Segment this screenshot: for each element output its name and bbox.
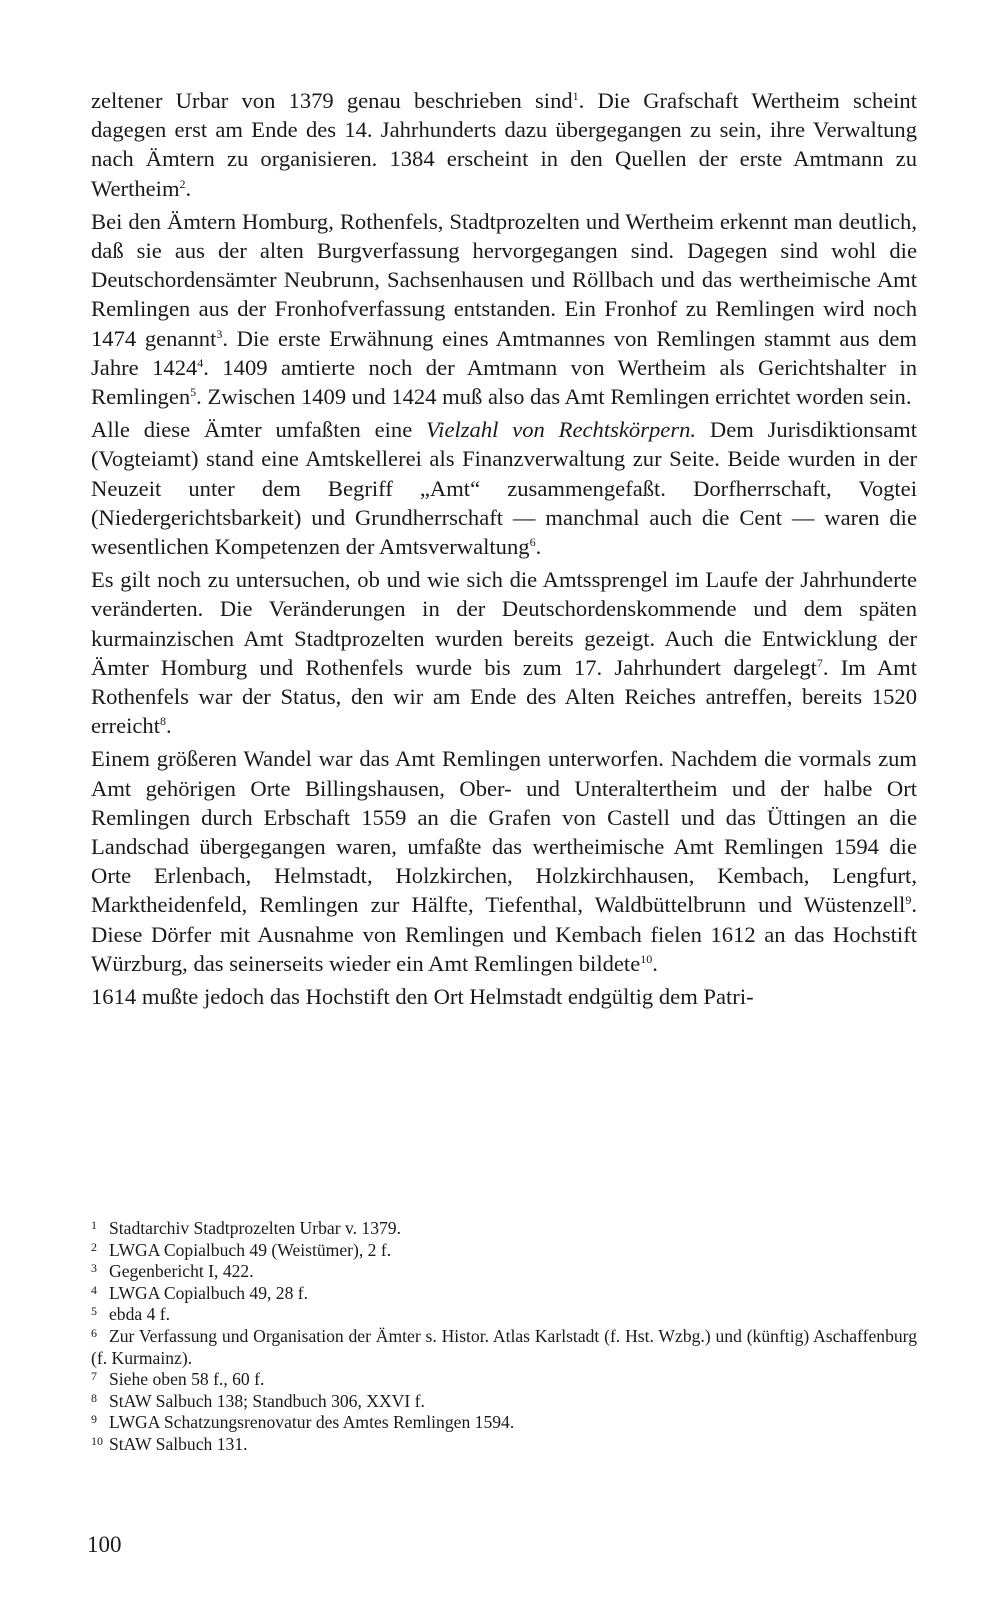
text-run: Es gilt noch zu untersuchen, ob und wie sich die Amtssprengel im Laufe der Jahrhunderte veränderten. Die Veränderungen in der Deutschordenskommende und dem späten kurmainzischen Amt Stadtprozelten wurden bereits gezeigt. Auch die Entwicklung der Ämter Homburg und Rothenfels wurde bis zum 17. Jahrhundert dargelegt [91,567,917,680]
text-run: . Diese Dörfer mit Ausnahme von Remlingen und Kembach fielen 1612 an das Hochstift Würzburg, das seinerseits wieder ein Amt Remlingen bildete [91,892,917,976]
paragraph [91,207,917,411]
text-run: . Im Amt Rothenfels war der Status, den wir am Ende des Alten Reiches antreffen, bereits 1520 erreicht [91,654,917,739]
footnote: 7 Siehe oben 58 f., 60 f. [91,1369,265,1390]
text-run: . Zwischen 1409 und 1424 muß also das Amt Remlingen errichtet worden sein. [196,384,912,410]
text-run: . 1409 amtierte noch der Amtmann von Wertheim als Gerichtshalter in Remlingen [91,354,917,410]
text-run: . [185,175,192,201]
footnote: 2 LWGA Copialbuch 49 (Weistümer), 2 f. [91,1239,392,1260]
footnote-text: LWGA Copialbuch 49 (Weistümer), 2 f. [109,1239,392,1260]
text-run: Alle diese Ämter umfaßten eine [91,417,427,443]
footnote: 8 StAW Salbuch 138; Standbuch 306, XXVI f. [91,1390,425,1411]
text-run: Einem größeren Wandel war das Amt Remlingen unterworfen. Nachdem die vormals zum Amt gehörigen Orte Billingshausen, Ober- und Unteraltertheim und der halbe Ort Remlingen durch Erbschaft 1559 an die Grafen von Castell und das Üttingen an die Landschad übergegangen waren, umfaßte das wertheimische Amt Remlingen 1594 die Orte Erlenbach, Helmstadt, Holzkirchen, Holzkirchhausen, Kembach, Lengfurt, Marktheidenfeld, Remlingen zur Hälfte, Tiefenthal, Waldbüttelbrunn und Wüstenzell [91,746,917,918]
footnote-text: ebda 4 f. [109,1304,171,1325]
footnote-ref: 4 [197,355,204,370]
page-number: 100 [87,1532,122,1557]
text-run: . [535,534,542,560]
footnote-text: Stadtarchiv Stadtprozelten Urbar v. 1379. [109,1218,402,1238]
text-run: Dem Jurisdiktionsamt (Vogteiamt) stand eine Amtskellerei als Finanzverwaltung zur Seite. Beide wurden in der Neuzeit unter dem Begriff „Amt“ zusammengefaßt. Dorfherrschaft, Vogtei (Niedergerichtsbarkeit) und Grundherrschaft — manchmal auch die Cent — waren die wesentlichen Kompetenzen der Amtsverwaltung [91,417,917,560]
text-run: zeltener Urbar von 1379 genau beschrieben sind [91,88,573,113]
footnote-ref: 8 [159,714,166,729]
paragraph [91,982,917,1011]
text-run: . Die Grafschaft Wertheim scheint dagegen erst am Ende des 14. Jahrhunderts dazu übergegangen zu sein, ihre Verwaltung nach Ämtern zu organisieren. 1384 erscheint in den Quellen der erste Amtmann zu Wertheim [91,88,917,201]
footnote-ref: 1 [572,89,579,103]
text-run: . [652,950,658,976]
footnote-text: StAW Salbuch 131. [109,1433,248,1454]
footnote-text: LWGA Copialbuch 49, 28 f. [109,1282,309,1303]
italic-text: Vielzahl von Rechtskörpern. [426,417,697,443]
footnote: 1 Stadtarchiv Stadtprozelten Urbar v. 1379. [91,1218,402,1238]
footnote: 3 Gegenbericht I, 422. [91,1261,254,1282]
footnote: 10 StAW Salbuch 131. [91,1433,248,1454]
text-run: Bei den Ämtern Homburg, Rothenfels, Stadtprozelten und Wertheim erkennt man deutlich, daß sie aus der alten Burgverfassung hervorgegangen sind. Dagegen sind wohl die Deutschordensämter Neubrunn, Sachsenhausen und Röllbach und das wertheimische Amt Remlingen aus der Fronhofverfassung entstanden. Ein Fronhof zu Remlingen wird noch 1474 genannt [91,208,917,351]
text-run: . [165,713,172,739]
footnote-text: StAW Salbuch 138; Standbuch 306, XXVI f. [109,1390,425,1411]
text-run: 1614 mußte jedoch das Hochstift den Ort Helmstadt endgültig dem Patri- [91,984,754,1010]
footnote-ref: 3 [216,326,223,341]
footnote-text: LWGA Schatzungsrenovatur des Amtes Remlingen 1594. [109,1412,515,1433]
footnote: 6 Zur Verfassung und Organisation der Ämter s. Histor. Atlas Karlstadt (f. Hst. Wzbg.) und (künftig) Aschaffenburg (f. Kurmainz). [91,1325,917,1368]
footnote-text: Zur Verfassung und Organisation der Ämter s. Histor. Atlas Karlstadt (f. Hst. Wzbg.) und (künftig) Aschaffenburg (f. Kurmainz). [91,1325,917,1368]
footnote-ref: 2 [179,176,186,191]
footnote: 9 LWGA Schatzungsrenovatur des Amtes Remlingen 1594. [91,1412,515,1433]
footnote-ref: 6 [529,535,536,550]
footnote-text: Gegenbericht I, 422. [109,1261,254,1282]
footnote-text: Siehe oben 58 f., 60 f. [109,1369,265,1390]
paragraph [91,415,917,561]
paragraph [91,744,917,978]
footnote: 4 LWGA Copialbuch 49, 28 f. [91,1282,309,1303]
footnote: 5 ebda 4 f. [91,1304,171,1325]
footnotes [91,1218,917,1456]
paragraph [91,565,917,740]
paragraph [91,86,917,203]
footnote-ref: 5 [190,385,197,400]
footnote-ref: 10 [640,951,653,966]
footnote-ref: 7 [816,655,823,670]
footnote-ref: 9 [905,893,912,908]
text-run: . Die erste Erwähnung eines Amtmannes von Remlingen stammt aus dem Jahre 1424 [91,325,917,380]
main-text [91,86,917,1015]
